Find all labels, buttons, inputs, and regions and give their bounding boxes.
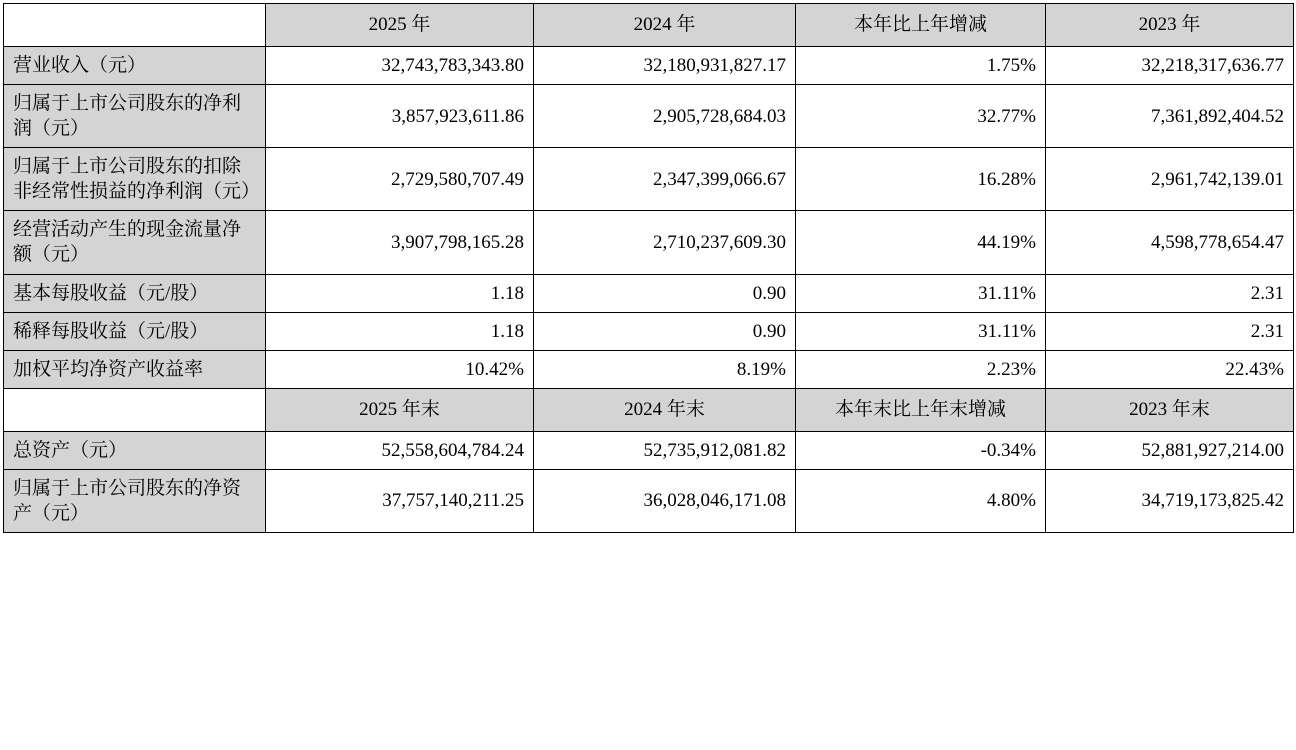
cell-revenue-2024: 32,180,931,827.17: [534, 47, 796, 85]
header-2025-end: 2025 年末: [266, 388, 534, 431]
cell-net-assets-2024: 36,028,046,171.08: [534, 469, 796, 532]
cell-revenue-2023: 32,218,317,636.77: [1046, 47, 1294, 85]
header-2023: 2023 年: [1046, 4, 1294, 47]
cell-diluted-eps-change: 31.11%: [796, 312, 1046, 350]
table-row: [4, 431, 1294, 469]
row-label-net-profit: 归属于上市公司股东的净利润（元）: [4, 85, 266, 148]
table-row: [4, 148, 1294, 211]
table-row: [4, 211, 1294, 274]
table-row: [4, 350, 1294, 388]
cell-revenue-change: 1.75%: [796, 47, 1046, 85]
cell-net-profit-deducted-2025: 2,729,580,707.49: [266, 148, 534, 211]
row-label-revenue: 营业收入（元）: [4, 47, 266, 85]
cell-net-assets-2023: 34,719,173,825.42: [1046, 469, 1294, 532]
table-row: [4, 85, 1294, 148]
cell-net-profit-deducted-2023: 2,961,742,139.01: [1046, 148, 1294, 211]
header-corner-cell-balance: [4, 388, 266, 431]
row-label-total-assets: 总资产（元）: [4, 431, 266, 469]
table-header-row-period: [4, 4, 1294, 47]
table-row: [4, 274, 1294, 312]
header-yoy-change: 本年比上年增减: [796, 4, 1046, 47]
header-2024-end: 2024 年末: [534, 388, 796, 431]
cell-basic-eps-2024: 0.90: [534, 274, 796, 312]
table-row: [4, 312, 1294, 350]
cell-operating-cash-flow-2024: 2,710,237,609.30: [534, 211, 796, 274]
cell-total-assets-2023: 52,881,927,214.00: [1046, 431, 1294, 469]
header-2023-end: 2023 年末: [1046, 388, 1294, 431]
cell-diluted-eps-2024: 0.90: [534, 312, 796, 350]
cell-net-profit-2024: 2,905,728,684.03: [534, 85, 796, 148]
cell-total-assets-change: -0.34%: [796, 431, 1046, 469]
cell-net-profit-2023: 7,361,892,404.52: [1046, 85, 1294, 148]
cell-diluted-eps-2023: 2.31: [1046, 312, 1294, 350]
cell-operating-cash-flow-2023: 4,598,778,654.47: [1046, 211, 1294, 274]
row-label-operating-cash-flow: 经营活动产生的现金流量净额（元）: [4, 211, 266, 274]
cell-net-assets-change: 4.80%: [796, 469, 1046, 532]
row-label-weighted-roe: 加权平均净资产收益率: [4, 350, 266, 388]
cell-basic-eps-2025: 1.18: [266, 274, 534, 312]
row-label-basic-eps: 基本每股收益（元/股）: [4, 274, 266, 312]
header-corner-cell: [4, 4, 266, 47]
cell-net-assets-2025: 37,757,140,211.25: [266, 469, 534, 532]
cell-basic-eps-2023: 2.31: [1046, 274, 1294, 312]
cell-weighted-roe-2025: 10.42%: [266, 350, 534, 388]
cell-total-assets-2024: 52,735,912,081.82: [534, 431, 796, 469]
table-row: [4, 469, 1294, 532]
table-header-row-balance: [4, 388, 1294, 431]
financial-summary-table: [3, 3, 1294, 533]
row-label-net-profit-deducted: 归属于上市公司股东的扣除非经常性损益的净利润（元）: [4, 148, 266, 211]
header-2025: 2025 年: [266, 4, 534, 47]
cell-weighted-roe-change: 2.23%: [796, 350, 1046, 388]
row-label-diluted-eps: 稀释每股收益（元/股）: [4, 312, 266, 350]
cell-net-profit-deducted-change: 16.28%: [796, 148, 1046, 211]
cell-diluted-eps-2025: 1.18: [266, 312, 534, 350]
cell-total-assets-2025: 52,558,604,784.24: [266, 431, 534, 469]
cell-net-profit-2025: 3,857,923,611.86: [266, 85, 534, 148]
cell-net-profit-deducted-2024: 2,347,399,066.67: [534, 148, 796, 211]
header-2024: 2024 年: [534, 4, 796, 47]
cell-operating-cash-flow-2025: 3,907,798,165.28: [266, 211, 534, 274]
table-row: [4, 47, 1294, 85]
cell-basic-eps-change: 31.11%: [796, 274, 1046, 312]
cell-revenue-2025: 32,743,783,343.80: [266, 47, 534, 85]
cell-weighted-roe-2023: 22.43%: [1046, 350, 1294, 388]
header-yoy-change-end: 本年末比上年末增减: [796, 388, 1046, 431]
cell-net-profit-change: 32.77%: [796, 85, 1046, 148]
cell-weighted-roe-2024: 8.19%: [534, 350, 796, 388]
row-label-net-assets: 归属于上市公司股东的净资产（元）: [4, 469, 266, 532]
cell-operating-cash-flow-change: 44.19%: [796, 211, 1046, 274]
